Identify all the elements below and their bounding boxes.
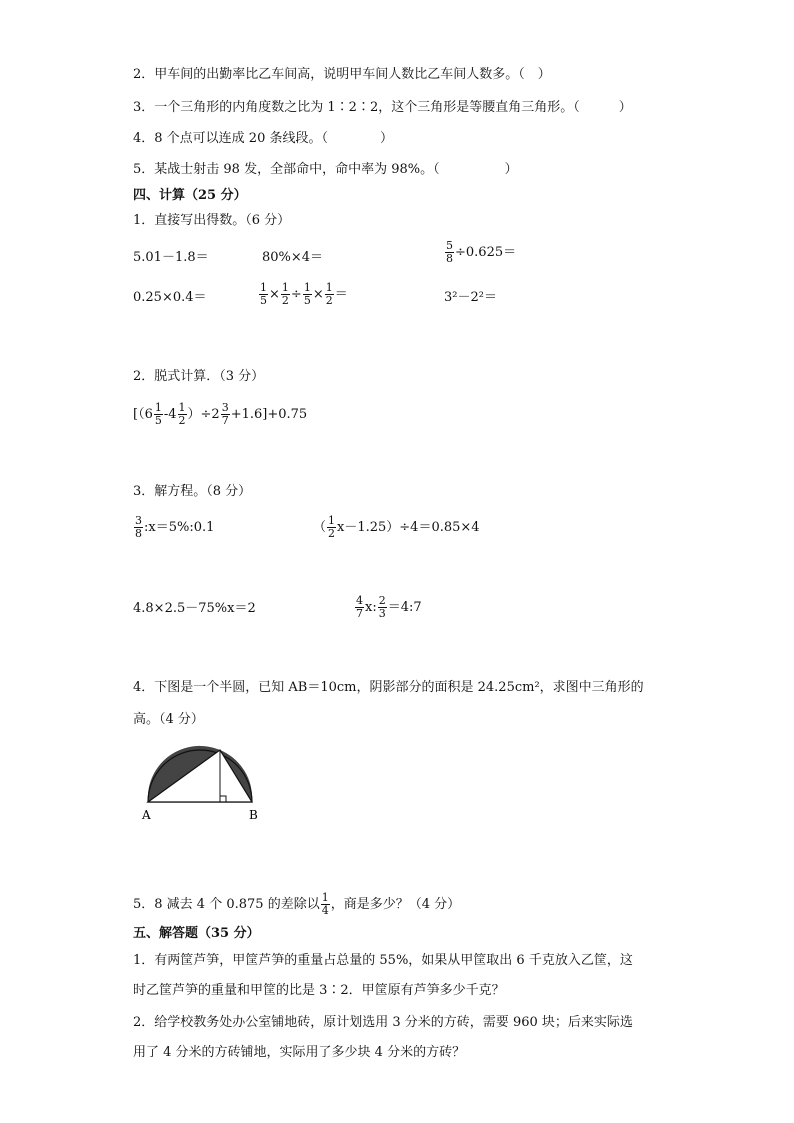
fraction: $\frac{1}{5}$ [303, 281, 311, 307]
problem-3-title: 3．解方程。（8 分） [133, 484, 252, 499]
judgement-question-2: 2．甲车间的出勤率比乙车间高，说明甲车间人数比乙车间人数多。（ ） [133, 67, 551, 82]
fraction: $\frac{1}{4}$ [321, 891, 329, 917]
equation-c: 4.8×2.5－75%x＝2 [133, 601, 256, 616]
problem-2-title: 2．脱式计算．（3 分） [133, 369, 265, 384]
judgement-question-4: 4．8 个点可以连成 20 条线段。（ ） [133, 131, 393, 146]
judgement-question-5: 5．某战士射击 98 发，全部命中，命中率为 98%。（ ） [133, 162, 518, 177]
problem-1-title: 1．直接写出得数。（6 分） [133, 213, 291, 228]
fraction: $\frac{1}{2}$ [328, 514, 336, 540]
label-b: B [249, 808, 258, 822]
label-a: A [142, 808, 151, 822]
fraction: $\frac{1}{2}$ [281, 281, 289, 307]
equation-a: $\frac{3}{8}$ :x＝5%:0.1 [135, 514, 215, 540]
word-problem-2-line2: 用了 4 分米的方砖铺地，实际用了多少块 4 分米的方砖？ [133, 1045, 466, 1060]
equation-d: $\frac{4}{7}$ x: $\frac{2}{3}$ ＝4:7 [356, 594, 422, 620]
problem-5: 5．8 减去 4 个 0.875 的差除以 $\frac{1}{4}$ ，商是多少？（4 分） [133, 891, 461, 917]
judgement-question-3: 3．一个三角形的内角度数之比为 1∶2∶2，这个三角形是等腰直角三角形。（ ） [133, 100, 632, 115]
oral-calc-f: 3²－2²＝ [444, 290, 497, 305]
fraction: $\frac{1}{2}$ [178, 401, 186, 427]
fraction: $\frac{1}{5}$ [154, 401, 162, 427]
fraction: $\frac{5}{8}$ [446, 239, 453, 265]
oral-calc-e: $\frac{1}{5}$ × $\frac{1}{2}$ ÷ $\frac{1}{5}$ × $\frac{1}{2}$ ＝ [260, 281, 348, 307]
oral-calc-c: $\frac{5}{8}$ ÷0.625＝ [446, 239, 517, 265]
oral-calc-d: 0.25×0.4＝ [133, 290, 207, 305]
oral-calc-b: 80%×4＝ [262, 250, 324, 265]
section-5-title: 五、解答题（35 分） [133, 926, 260, 941]
section-4-title: 四、计算（25 分） [133, 188, 247, 203]
word-problem-1-line1: 1．有两筐芦笋，甲筐芦笋的重量占总量的 55%，如果从甲筐取出 6 千克放入乙筐，这 [133, 953, 633, 968]
stepwise-expression: [（6 $\frac{1}{5}$ -4 $\frac{1}{2}$ ）÷2 $\frac{3}{7}$ +1.6]+0.75 [133, 401, 308, 427]
word-problem-1-line2: 时乙筐芦笋的重量和甲筐的比是 3∶2．甲筐原有芦笋多少千克？ [133, 983, 505, 998]
semicircle-figure [138, 742, 268, 824]
fraction: $\frac{3}{7}$ [221, 401, 229, 427]
word-problem-2-line1: 2．给学校教务处办公室铺地砖，原计划选用 3 分米的方砖，需要 960 块；后来实际选 [133, 1015, 633, 1030]
fraction: $\frac{3}{8}$ [135, 514, 142, 540]
fraction: $\frac{2}{3}$ [378, 594, 386, 620]
problem-4-text-line1: 4．下图是一个半圆，已知 AB＝10cm，阴影部分的面积是 24.25cm²，求图中三角形的 [133, 680, 644, 695]
fraction: $\frac{1}{5}$ [260, 281, 267, 307]
fraction: $\frac{1}{2}$ [325, 281, 333, 307]
oral-calc-a: 5.01－1.8＝ [133, 250, 209, 265]
problem-4-text-line2: 高。（4 分） [133, 712, 204, 727]
fraction: $\frac{4}{7}$ [356, 594, 363, 620]
equation-b: （ $\frac{1}{2}$ x－1.25）÷4＝0.85×4 [313, 514, 480, 540]
